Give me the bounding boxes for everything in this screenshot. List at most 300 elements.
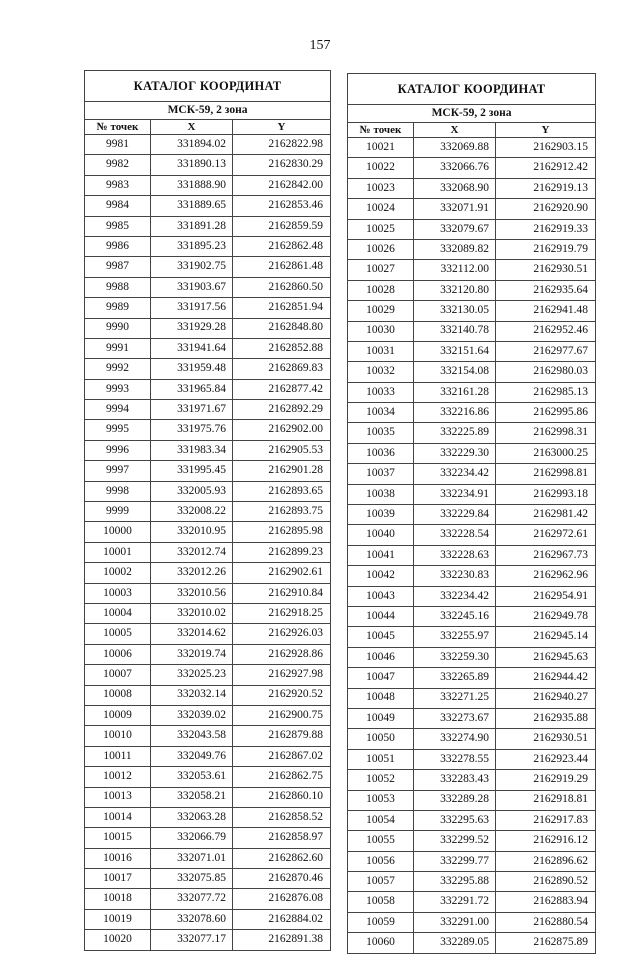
x-coordinate-cell: 332066.76 — [414, 158, 496, 178]
table-row — [348, 566, 596, 586]
y-coordinate-cell: 2162884.02 — [233, 909, 331, 929]
y-coordinate-cell: 2162902.61 — [233, 563, 331, 583]
y-coordinate-cell: 2162893.65 — [233, 481, 331, 501]
table-row — [85, 338, 331, 358]
point-number-cell: 10054 — [348, 810, 414, 830]
y-coordinate-cell: 2162977.67 — [496, 341, 596, 361]
y-coordinate-cell: 2162930.51 — [496, 260, 596, 280]
y-coordinate-cell: 2162926.03 — [233, 624, 331, 644]
table-row — [85, 930, 331, 950]
y-coordinate-cell: 2162918.81 — [496, 790, 596, 810]
table-row — [85, 175, 331, 195]
table-row — [348, 321, 596, 341]
point-number-cell: 9994 — [85, 400, 151, 420]
table-row — [348, 933, 596, 953]
y-coordinate-cell: 2162842.00 — [233, 175, 331, 195]
x-coordinate-cell: 332230.83 — [414, 566, 496, 586]
x-coordinate-cell: 332068.90 — [414, 178, 496, 198]
table-row — [85, 807, 331, 827]
y-coordinate-cell: 2162900.75 — [233, 705, 331, 725]
y-coordinate-cell: 2162944.42 — [496, 668, 596, 688]
point-number-cell: 10024 — [348, 199, 414, 219]
point-number-cell: 10060 — [348, 933, 414, 953]
x-coordinate-cell: 332140.78 — [414, 321, 496, 341]
y-coordinate-cell: 2162902.00 — [233, 420, 331, 440]
x-coordinate-cell: 332014.62 — [151, 624, 233, 644]
x-coordinate-cell: 332010.02 — [151, 603, 233, 623]
x-coordinate-cell: 332229.30 — [414, 443, 496, 463]
y-coordinate-cell: 2162954.91 — [496, 586, 596, 606]
point-number-cell: 10042 — [348, 566, 414, 586]
x-coordinate-cell: 332154.08 — [414, 362, 496, 382]
y-coordinate-cell: 2162920.90 — [496, 199, 596, 219]
table-row — [348, 912, 596, 932]
y-coordinate-cell: 2162890.52 — [496, 872, 596, 892]
x-coordinate-cell: 332274.90 — [414, 729, 496, 749]
x-coordinate-cell: 332049.76 — [151, 746, 233, 766]
column-header-point-number: № точек — [85, 120, 151, 135]
point-number-cell: 10034 — [348, 403, 414, 423]
table-row — [85, 298, 331, 318]
y-coordinate-cell: 2162858.97 — [233, 828, 331, 848]
point-number-cell: 10000 — [85, 522, 151, 542]
table-row — [348, 810, 596, 830]
point-number-cell: 10020 — [85, 930, 151, 950]
y-coordinate-cell: 2162895.98 — [233, 522, 331, 542]
table-row — [348, 668, 596, 688]
y-coordinate-cell: 2162980.03 — [496, 362, 596, 382]
point-number-cell: 9992 — [85, 359, 151, 379]
y-coordinate-cell: 2162859.59 — [233, 216, 331, 236]
table-row — [348, 423, 596, 443]
point-number-cell: 9996 — [85, 440, 151, 460]
coordinate-zone: МСК-59, 2 зона — [85, 102, 331, 120]
x-coordinate-cell: 331888.90 — [151, 175, 233, 195]
y-coordinate-cell: 2162998.81 — [496, 464, 596, 484]
point-number-cell: 10005 — [85, 624, 151, 644]
x-coordinate-cell: 331891.28 — [151, 216, 233, 236]
x-coordinate-cell: 332120.80 — [414, 280, 496, 300]
point-number-cell: 9982 — [85, 155, 151, 175]
table-row — [348, 403, 596, 423]
table-row — [85, 216, 331, 236]
table-row — [348, 505, 596, 525]
x-coordinate-cell: 332245.16 — [414, 606, 496, 626]
table-row — [85, 583, 331, 603]
point-number-cell: 10038 — [348, 484, 414, 504]
table-row — [348, 443, 596, 463]
x-coordinate-cell: 332271.25 — [414, 688, 496, 708]
point-number-cell: 10006 — [85, 644, 151, 664]
y-coordinate-cell: 2162919.13 — [496, 178, 596, 198]
table-row — [348, 199, 596, 219]
table-row — [85, 644, 331, 664]
point-number-cell: 10035 — [348, 423, 414, 443]
point-number-cell: 10043 — [348, 586, 414, 606]
point-number-cell: 10031 — [348, 341, 414, 361]
y-coordinate-cell: 2162919.79 — [496, 239, 596, 259]
point-number-cell: 10002 — [85, 563, 151, 583]
x-coordinate-cell: 332259.30 — [414, 647, 496, 667]
x-coordinate-cell: 332025.23 — [151, 665, 233, 685]
point-number-cell: 10053 — [348, 790, 414, 810]
y-coordinate-cell: 2162848.80 — [233, 318, 331, 338]
y-coordinate-cell: 2162949.78 — [496, 606, 596, 626]
point-number-cell: 10027 — [348, 260, 414, 280]
x-coordinate-cell: 332058.21 — [151, 787, 233, 807]
table-row — [85, 196, 331, 216]
y-coordinate-cell: 2162928.86 — [233, 644, 331, 664]
table-row — [85, 522, 331, 542]
point-number-cell: 10026 — [348, 239, 414, 259]
x-coordinate-cell: 332291.72 — [414, 892, 496, 912]
point-number-cell: 10004 — [85, 603, 151, 623]
point-number-cell: 9999 — [85, 502, 151, 522]
table-row — [85, 563, 331, 583]
point-number-cell: 10044 — [348, 606, 414, 626]
point-number-cell: 9995 — [85, 420, 151, 440]
y-coordinate-cell: 2162862.48 — [233, 236, 331, 256]
point-number-cell: 10033 — [348, 382, 414, 402]
y-coordinate-cell: 2162896.62 — [496, 851, 596, 871]
x-coordinate-cell: 332063.28 — [151, 807, 233, 827]
x-coordinate-cell: 332008.22 — [151, 502, 233, 522]
y-coordinate-cell: 2162880.54 — [496, 912, 596, 932]
x-coordinate-cell: 332289.05 — [414, 933, 496, 953]
x-coordinate-cell: 332089.82 — [414, 239, 496, 259]
x-coordinate-cell: 332039.02 — [151, 705, 233, 725]
x-coordinate-cell: 332019.74 — [151, 644, 233, 664]
point-number-cell: 10046 — [348, 647, 414, 667]
coordinate-catalog-table — [347, 73, 596, 954]
x-coordinate-cell: 331895.23 — [151, 236, 233, 256]
y-coordinate-cell: 2162901.28 — [233, 461, 331, 481]
y-coordinate-cell: 2162919.29 — [496, 770, 596, 790]
y-coordinate-cell: 2162945.14 — [496, 627, 596, 647]
point-number-cell: 10013 — [85, 787, 151, 807]
point-number-cell: 10028 — [348, 280, 414, 300]
x-coordinate-cell: 331975.76 — [151, 420, 233, 440]
y-coordinate-cell: 2162993.18 — [496, 484, 596, 504]
y-coordinate-cell: 2162877.42 — [233, 379, 331, 399]
x-coordinate-cell: 332071.91 — [414, 199, 496, 219]
y-coordinate-cell: 2162830.29 — [233, 155, 331, 175]
point-number-cell: 10041 — [348, 545, 414, 565]
x-coordinate-cell: 331889.65 — [151, 196, 233, 216]
point-number-cell: 10036 — [348, 443, 414, 463]
table-row — [85, 685, 331, 705]
table-row — [85, 828, 331, 848]
x-coordinate-cell: 332234.42 — [414, 464, 496, 484]
table-row — [348, 872, 596, 892]
table-row — [85, 461, 331, 481]
x-coordinate-cell: 331902.75 — [151, 257, 233, 277]
table-row — [348, 178, 596, 198]
x-coordinate-cell: 332278.55 — [414, 749, 496, 769]
point-number-cell: 10056 — [348, 851, 414, 871]
point-number-cell: 10011 — [85, 746, 151, 766]
y-coordinate-cell: 2162930.51 — [496, 729, 596, 749]
x-coordinate-cell: 332079.67 — [414, 219, 496, 239]
x-coordinate-cell: 332228.54 — [414, 525, 496, 545]
x-coordinate-cell: 332010.95 — [151, 522, 233, 542]
x-coordinate-cell: 331959.48 — [151, 359, 233, 379]
point-number-cell: 9983 — [85, 175, 151, 195]
table-row — [348, 239, 596, 259]
point-number-cell: 10049 — [348, 708, 414, 728]
point-number-cell: 9985 — [85, 216, 151, 236]
table-row — [85, 889, 331, 909]
y-coordinate-cell: 2162891.38 — [233, 930, 331, 950]
point-number-cell: 10015 — [85, 828, 151, 848]
table-row — [348, 729, 596, 749]
x-coordinate-cell: 332273.67 — [414, 708, 496, 728]
x-coordinate-cell: 332075.85 — [151, 869, 233, 889]
table-row — [85, 481, 331, 501]
table-row — [348, 586, 596, 606]
x-coordinate-cell: 332234.91 — [414, 484, 496, 504]
y-coordinate-cell: 2163000.25 — [496, 443, 596, 463]
point-number-cell: 10032 — [348, 362, 414, 382]
table-row — [348, 362, 596, 382]
table-row — [348, 260, 596, 280]
x-coordinate-cell: 332265.89 — [414, 668, 496, 688]
table-row — [85, 318, 331, 338]
table-row — [85, 909, 331, 929]
column-header-x: X — [414, 123, 496, 138]
x-coordinate-cell: 332112.00 — [414, 260, 496, 280]
y-coordinate-cell: 2162985.13 — [496, 382, 596, 402]
table-row — [348, 301, 596, 321]
table-row — [85, 420, 331, 440]
x-coordinate-cell: 332289.28 — [414, 790, 496, 810]
table-row — [85, 787, 331, 807]
point-number-cell: 10030 — [348, 321, 414, 341]
table-row — [348, 790, 596, 810]
table-row — [348, 158, 596, 178]
point-number-cell: 10058 — [348, 892, 414, 912]
table-row — [85, 440, 331, 460]
point-number-cell: 10022 — [348, 158, 414, 178]
point-number-cell: 10012 — [85, 767, 151, 787]
x-coordinate-cell: 332299.52 — [414, 831, 496, 851]
point-number-cell: 10029 — [348, 301, 414, 321]
x-coordinate-cell: 332078.60 — [151, 909, 233, 929]
point-number-cell: 9984 — [85, 196, 151, 216]
x-coordinate-cell: 331929.28 — [151, 318, 233, 338]
table-row — [348, 851, 596, 871]
y-coordinate-cell: 2162912.42 — [496, 158, 596, 178]
coordinate-catalog-table — [84, 70, 331, 951]
x-coordinate-cell: 332216.86 — [414, 403, 496, 423]
x-coordinate-cell: 332071.01 — [151, 848, 233, 868]
table-row — [348, 606, 596, 626]
x-coordinate-cell: 332053.61 — [151, 767, 233, 787]
point-number-cell: 10057 — [348, 872, 414, 892]
y-coordinate-cell: 2162952.46 — [496, 321, 596, 341]
point-number-cell: 10008 — [85, 685, 151, 705]
point-number-cell: 10001 — [85, 542, 151, 562]
y-coordinate-cell: 2162918.25 — [233, 603, 331, 623]
x-coordinate-cell: 331983.34 — [151, 440, 233, 460]
table-row — [85, 705, 331, 725]
y-coordinate-cell: 2162935.88 — [496, 708, 596, 728]
table-row — [85, 542, 331, 562]
y-coordinate-cell: 2162851.94 — [233, 298, 331, 318]
table-row — [85, 665, 331, 685]
point-number-cell: 9981 — [85, 135, 151, 155]
x-coordinate-cell: 332066.79 — [151, 828, 233, 848]
point-number-cell: 10019 — [85, 909, 151, 929]
x-coordinate-cell: 332151.64 — [414, 341, 496, 361]
x-coordinate-cell: 332299.77 — [414, 851, 496, 871]
point-number-cell: 10045 — [348, 627, 414, 647]
y-coordinate-cell: 2162995.86 — [496, 403, 596, 423]
table-row — [85, 869, 331, 889]
point-number-cell: 10047 — [348, 668, 414, 688]
table-row — [85, 746, 331, 766]
y-coordinate-cell: 2162861.48 — [233, 257, 331, 277]
x-coordinate-cell: 332130.05 — [414, 301, 496, 321]
point-number-cell: 10023 — [348, 178, 414, 198]
y-coordinate-cell: 2162981.42 — [496, 505, 596, 525]
point-number-cell: 9991 — [85, 338, 151, 358]
x-coordinate-cell: 332295.63 — [414, 810, 496, 830]
point-number-cell: 10040 — [348, 525, 414, 545]
x-coordinate-cell: 331995.45 — [151, 461, 233, 481]
point-number-cell: 10037 — [348, 464, 414, 484]
point-number-cell: 9997 — [85, 461, 151, 481]
x-coordinate-cell: 332043.58 — [151, 726, 233, 746]
point-number-cell: 9993 — [85, 379, 151, 399]
point-number-cell: 10017 — [85, 869, 151, 889]
x-coordinate-cell: 331917.56 — [151, 298, 233, 318]
point-number-cell: 9998 — [85, 481, 151, 501]
y-coordinate-cell: 2162869.83 — [233, 359, 331, 379]
x-coordinate-cell: 332032.14 — [151, 685, 233, 705]
table-row — [348, 770, 596, 790]
x-coordinate-cell: 331941.64 — [151, 338, 233, 358]
y-coordinate-cell: 2162910.84 — [233, 583, 331, 603]
y-coordinate-cell: 2162893.75 — [233, 502, 331, 522]
point-number-cell: 10059 — [348, 912, 414, 932]
point-number-cell: 10052 — [348, 770, 414, 790]
x-coordinate-cell: 332255.97 — [414, 627, 496, 647]
coordinate-zone: МСК-59, 2 зона — [348, 105, 596, 123]
point-number-cell: 10009 — [85, 705, 151, 725]
y-coordinate-cell: 2162917.83 — [496, 810, 596, 830]
y-coordinate-cell: 2162916.12 — [496, 831, 596, 851]
x-coordinate-cell: 331894.02 — [151, 135, 233, 155]
table-row — [85, 502, 331, 522]
point-number-cell: 10016 — [85, 848, 151, 868]
x-coordinate-cell: 332077.17 — [151, 930, 233, 950]
table-row — [348, 138, 596, 158]
point-number-cell: 10010 — [85, 726, 151, 746]
table-row — [348, 749, 596, 769]
table-row — [85, 359, 331, 379]
y-coordinate-cell: 2162858.52 — [233, 807, 331, 827]
y-coordinate-cell: 2162867.02 — [233, 746, 331, 766]
y-coordinate-cell: 2162822.98 — [233, 135, 331, 155]
y-coordinate-cell: 2162923.44 — [496, 749, 596, 769]
x-coordinate-cell: 331971.67 — [151, 400, 233, 420]
table-row — [85, 379, 331, 399]
point-number-cell: 10025 — [348, 219, 414, 239]
point-number-cell: 10048 — [348, 688, 414, 708]
y-coordinate-cell: 2162972.61 — [496, 525, 596, 545]
y-coordinate-cell: 2162927.98 — [233, 665, 331, 685]
y-coordinate-cell: 2162899.23 — [233, 542, 331, 562]
column-header-y: Y — [496, 123, 596, 138]
y-coordinate-cell: 2162967.73 — [496, 545, 596, 565]
y-coordinate-cell: 2162945.63 — [496, 647, 596, 667]
x-coordinate-cell: 332283.43 — [414, 770, 496, 790]
point-number-cell: 9990 — [85, 318, 151, 338]
point-number-cell: 10051 — [348, 749, 414, 769]
y-coordinate-cell: 2162920.52 — [233, 685, 331, 705]
point-number-cell: 9986 — [85, 236, 151, 256]
table-row — [348, 219, 596, 239]
y-coordinate-cell: 2162883.94 — [496, 892, 596, 912]
column-header-x: X — [151, 120, 233, 135]
x-coordinate-cell: 332077.72 — [151, 889, 233, 909]
table-row — [85, 277, 331, 297]
point-number-cell: 9987 — [85, 257, 151, 277]
table-row — [348, 280, 596, 300]
y-coordinate-cell: 2162935.64 — [496, 280, 596, 300]
point-number-cell: 9988 — [85, 277, 151, 297]
table-row — [85, 767, 331, 787]
x-coordinate-cell: 331890.13 — [151, 155, 233, 175]
y-coordinate-cell: 2162903.15 — [496, 138, 596, 158]
x-coordinate-cell: 332005.93 — [151, 481, 233, 501]
table-row — [348, 892, 596, 912]
point-number-cell: 10021 — [348, 138, 414, 158]
catalog-title: КАТАЛОГ КООРДИНАТ — [348, 74, 596, 105]
y-coordinate-cell: 2162998.31 — [496, 423, 596, 443]
table-row — [85, 726, 331, 746]
table-row — [348, 545, 596, 565]
table-row — [348, 708, 596, 728]
table-row — [348, 382, 596, 402]
y-coordinate-cell: 2162919.33 — [496, 219, 596, 239]
table-row — [348, 627, 596, 647]
y-coordinate-cell: 2162879.88 — [233, 726, 331, 746]
point-number-cell: 10003 — [85, 583, 151, 603]
table-row — [348, 688, 596, 708]
table-row — [85, 603, 331, 623]
point-number-cell: 10014 — [85, 807, 151, 827]
table-row — [348, 647, 596, 667]
x-coordinate-cell: 332010.56 — [151, 583, 233, 603]
x-coordinate-cell: 331965.84 — [151, 379, 233, 399]
y-coordinate-cell: 2162876.08 — [233, 889, 331, 909]
y-coordinate-cell: 2162940.27 — [496, 688, 596, 708]
x-coordinate-cell: 332012.26 — [151, 563, 233, 583]
y-coordinate-cell: 2162941.48 — [496, 301, 596, 321]
table-row — [348, 525, 596, 545]
table-row — [85, 624, 331, 644]
x-coordinate-cell: 332228.63 — [414, 545, 496, 565]
y-coordinate-cell: 2162852.88 — [233, 338, 331, 358]
y-coordinate-cell: 2162860.50 — [233, 277, 331, 297]
page-number: 157 — [309, 38, 331, 53]
x-coordinate-cell: 332225.89 — [414, 423, 496, 443]
y-coordinate-cell: 2162870.46 — [233, 869, 331, 889]
x-coordinate-cell: 332295.88 — [414, 872, 496, 892]
table-row — [85, 400, 331, 420]
